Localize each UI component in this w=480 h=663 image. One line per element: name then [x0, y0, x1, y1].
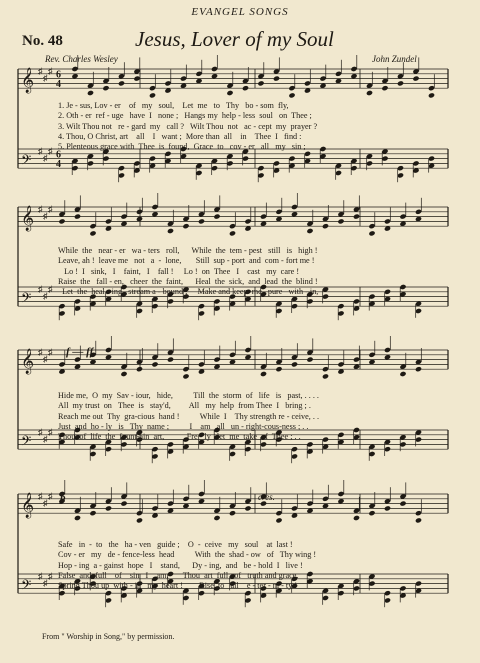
lyric-line: All my trust on Thee is stay'd, All my help from Thee I bring ; . [58, 401, 311, 411]
footnote: From " Worship in Song," by permission. [42, 632, 175, 641]
sharp-icon: ♯ [43, 73, 48, 83]
note-head [306, 228, 313, 234]
lyric-line: Cov - er my de - fence-less head With the shad - ow of Thy wing ! [58, 550, 317, 560]
note-head [291, 361, 298, 367]
sharp-icon: ♯ [38, 570, 43, 581]
note-head [118, 80, 125, 86]
bass-clef-icon: 𝄢 [21, 290, 32, 310]
lyric-line: Thou of life the fount-ain art, Fre - ly let me take of Thee ; . . [58, 432, 301, 442]
lyrics-block-1 [0, 101, 480, 152]
note-head [105, 505, 112, 511]
note-head [229, 510, 236, 516]
time-signature-denominator: 4 [56, 79, 61, 91]
note-head [136, 517, 143, 523]
note-head [353, 515, 360, 521]
note-head [136, 366, 143, 372]
lyric-line: Hide me, O my Sav - iour, hide, Till the storm of life is past, . . . . [58, 391, 319, 400]
sharp-icon: ♯ [48, 283, 53, 294]
sharp-icon: ♯ [43, 578, 48, 588]
note-head [412, 76, 419, 82]
note-head [213, 214, 220, 220]
note-head [337, 218, 344, 224]
sharp-icon: ♯ [38, 65, 43, 76]
sharp-icon: ♯ [43, 211, 48, 221]
note-head [120, 371, 127, 377]
lyric-line: Just and ho - ly is Thy name ; I am all un - right-cous-ness ; . . [58, 421, 309, 431]
treble-clef-icon: 𝄞 [21, 68, 35, 94]
note-head [213, 515, 220, 521]
sharp-icon: ♯ [48, 426, 53, 437]
dynamic-marking: f — ff [66, 346, 94, 358]
sharp-icon: ♯ [38, 145, 43, 156]
note-head [89, 230, 96, 236]
note-head [167, 228, 174, 234]
hymn-author: Rev. Charles Wesley [45, 54, 118, 64]
note-head [384, 505, 391, 511]
lyrics-block-3 [0, 391, 480, 442]
note-head [415, 517, 422, 523]
sharp-icon: ♯ [38, 426, 43, 437]
note-head [74, 214, 81, 220]
lyrics-block-2 [0, 246, 480, 297]
sharp-icon: ♯ [43, 354, 48, 364]
sharp-icon: ♯ [48, 346, 53, 357]
note-head [167, 357, 174, 363]
sharp-icon: ♯ [48, 570, 53, 581]
time-signature-numerator: 6 [56, 69, 61, 81]
lyric-line: Safe in - to the ha - ven guide ; O - ceive my soul at last ! [58, 540, 293, 549]
note-head [182, 373, 189, 379]
note-head [275, 366, 282, 372]
sharp-icon: ♯ [43, 498, 48, 508]
lyric-line: False and full of sin I am, Thou art full of truth and grace. [58, 570, 299, 580]
note-head [288, 92, 295, 98]
note-head [151, 361, 158, 367]
sharp-icon: ♯ [48, 145, 53, 156]
dynamic-marking: cres. [258, 492, 275, 502]
lyric-line: Hop - ing a - gainst hope I stand, Dy - ing, and be - hold I live ! [58, 560, 303, 570]
lyric-line: 4. Thou, O Christ, art all I want ; More than all in Thee I find : [58, 131, 302, 141]
dynamic-marking: p [60, 492, 66, 504]
lyrics-block-4 [0, 540, 480, 591]
note-head [149, 92, 156, 98]
note-head [428, 92, 435, 98]
note-head [368, 510, 375, 516]
note-head [74, 515, 81, 521]
note-head [399, 371, 406, 377]
note-head [275, 517, 282, 523]
note-head [260, 371, 267, 377]
lyric-line: Reach me out Thy gra-cious hand ! While I Thy strength re - ceive, . . [58, 411, 320, 421]
hymn-composer: John Zundel [372, 54, 417, 64]
lyric-line: While the near - er wa - ters roll, While the tem - pest still is high ! [58, 246, 318, 255]
note-head [102, 85, 109, 91]
bass-clef-icon: 𝄢 [21, 577, 32, 597]
note-head [226, 90, 233, 96]
bass-clef-icon: 𝄢 [21, 433, 32, 453]
treble-clef-icon: 𝄞 [21, 206, 35, 232]
hymn-title: Jesus, Lover of my Soul [135, 27, 334, 51]
note-head [89, 510, 96, 516]
lyric-line: Lo ! I sink, I faint, I fall ! Lo ! on Thee I cast my care ! [58, 266, 300, 276]
sharp-icon: ♯ [48, 65, 53, 76]
time-signature-numerator: 6 [56, 149, 61, 161]
note-head [397, 80, 404, 86]
note-head [133, 76, 140, 82]
sharp-icon: ♯ [38, 346, 43, 357]
treble-clef-icon: 𝄞 [21, 493, 35, 519]
note-head [353, 214, 360, 220]
time-signature-denominator: 4 [56, 159, 61, 171]
note-head [244, 505, 251, 511]
note-head [120, 501, 127, 507]
sharp-icon: ♯ [38, 490, 43, 501]
bass-clef-icon: 𝄢 [21, 152, 32, 172]
note-head [229, 230, 236, 236]
hymn-number: No. 48 [22, 33, 63, 49]
lyric-line: Leave, ah ! leave me not a - lone, Still sup - port and com - fort me ! [58, 256, 315, 266]
note-head [257, 80, 264, 86]
note-head [368, 230, 375, 236]
note-head [306, 357, 313, 363]
note-head [273, 76, 280, 82]
note-head [182, 223, 189, 229]
sharp-icon: ♯ [38, 203, 43, 214]
note-head [366, 90, 373, 96]
lyric-line: Raise the fall - en, cheer the faint, Heal the sick, and lead the blind ! [58, 276, 318, 286]
note-head [198, 218, 205, 224]
lyric-line: 3. Wilt Thou not re - gard my call ? Wilt Thou not ac - cept my prayer ? [58, 121, 318, 131]
sharp-icon: ♯ [43, 434, 48, 444]
sharp-icon: ♯ [38, 283, 43, 294]
note-head [381, 85, 388, 91]
note-head [87, 90, 94, 96]
lyric-line: Spring Thou up with - in my heart ! Rise to all e - ter - ni - ty ! [58, 581, 298, 591]
sharp-icon: ♯ [43, 153, 48, 163]
lyric-line: 1. Je - sus, Lov - er of my soul, Let me to Thy bo - som fly, [58, 101, 289, 110]
lyric-line: 5. Plenteous grace with Thee is found, Grace to cov - er all my sin ; [58, 142, 306, 152]
note-head [322, 373, 329, 379]
note-head [58, 218, 65, 224]
sharp-icon: ♯ [48, 490, 53, 501]
lyric-line: Let the heal - ing stream a - bound ; Make and keep me pure with - in, [58, 287, 319, 297]
sharp-icon: ♯ [48, 203, 53, 214]
book-header: EVANGEL SONGS [191, 6, 289, 18]
note-head [242, 85, 249, 91]
treble-clef-icon: 𝄞 [21, 349, 35, 375]
note-head [399, 501, 406, 507]
note-head [415, 366, 422, 372]
note-head [322, 223, 329, 229]
lyric-line: 2. Oth - er ref - uge have I none ; Hangs my help - less soul on Thee ; [58, 111, 312, 121]
sharp-icon: ♯ [43, 291, 48, 301]
